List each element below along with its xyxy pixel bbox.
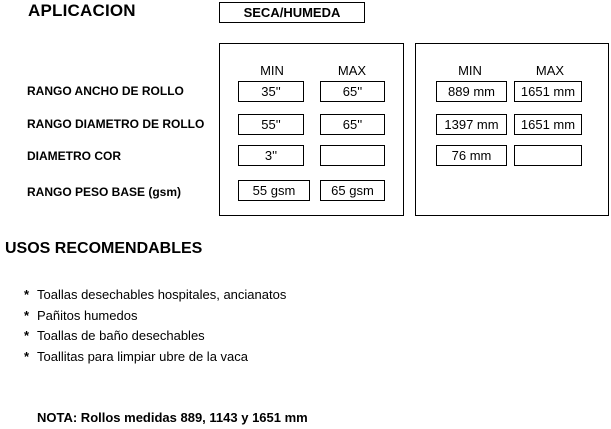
bullet-star: * <box>24 328 30 343</box>
row-label-diametro-cor: DIAMETRO COR <box>27 149 121 163</box>
row-label-ancho: RANGO ANCHO DE ROLLO <box>27 84 184 98</box>
diametro-max-in: 65'' <box>320 114 385 135</box>
list-item <box>24 286 286 307</box>
list-item <box>24 307 286 328</box>
cor-max-in <box>320 145 385 166</box>
ancho-min-in: 35'' <box>238 81 304 102</box>
usos-item-text: Pañitos humedos <box>37 307 138 323</box>
bullet-star: * <box>24 287 30 302</box>
diametro-min-in: 55'' <box>238 114 304 135</box>
usos-title: USOS RECOMENDABLES <box>5 240 203 257</box>
peso-min-in: 55 gsm <box>238 180 310 201</box>
peso-max-in: 65 gsm <box>320 180 385 201</box>
cor-max-mm <box>514 145 582 166</box>
ancho-max-in: 65'' <box>320 81 385 102</box>
diametro-max-mm: 1651 mm <box>514 114 582 135</box>
cor-min-mm: 76 mm <box>436 145 507 166</box>
bullet-star: * <box>24 307 30 323</box>
diametro-min-mm: 1397 mm <box>436 114 507 135</box>
mm-max-header: MAX <box>535 63 565 78</box>
page-title: APLICACION <box>28 1 136 20</box>
row-label-diametro: RANGO DIAMETRO DE ROLLO <box>27 117 205 131</box>
row-label-peso-base: RANGO PESO BASE (gsm) <box>27 185 182 199</box>
usos-item-text: Toallas de baño desechables <box>37 328 205 343</box>
usos-item-text: Toallas desechables hospitales, ancianatos <box>37 287 287 302</box>
mm-min-header: MIN <box>458 63 482 78</box>
inches-min-header: MIN <box>260 63 284 78</box>
cor-min-in: 3'' <box>238 145 304 166</box>
application-value-box: SECA/HUMEDA <box>219 2 365 23</box>
ancho-min-mm: 889 mm <box>436 81 507 102</box>
list-item <box>24 348 286 369</box>
list-item <box>24 327 286 348</box>
inches-max-header: MAX <box>337 63 367 78</box>
bullet-star: * <box>24 348 30 364</box>
nota-text: NOTA: Rollos medidas 889, 1143 y 1651 mm <box>37 410 308 425</box>
ancho-max-mm: 1651 mm <box>514 81 582 102</box>
usos-item-text: Toallitas para limpiar ubre de la vaca <box>37 348 248 364</box>
usos-list <box>24 286 286 368</box>
